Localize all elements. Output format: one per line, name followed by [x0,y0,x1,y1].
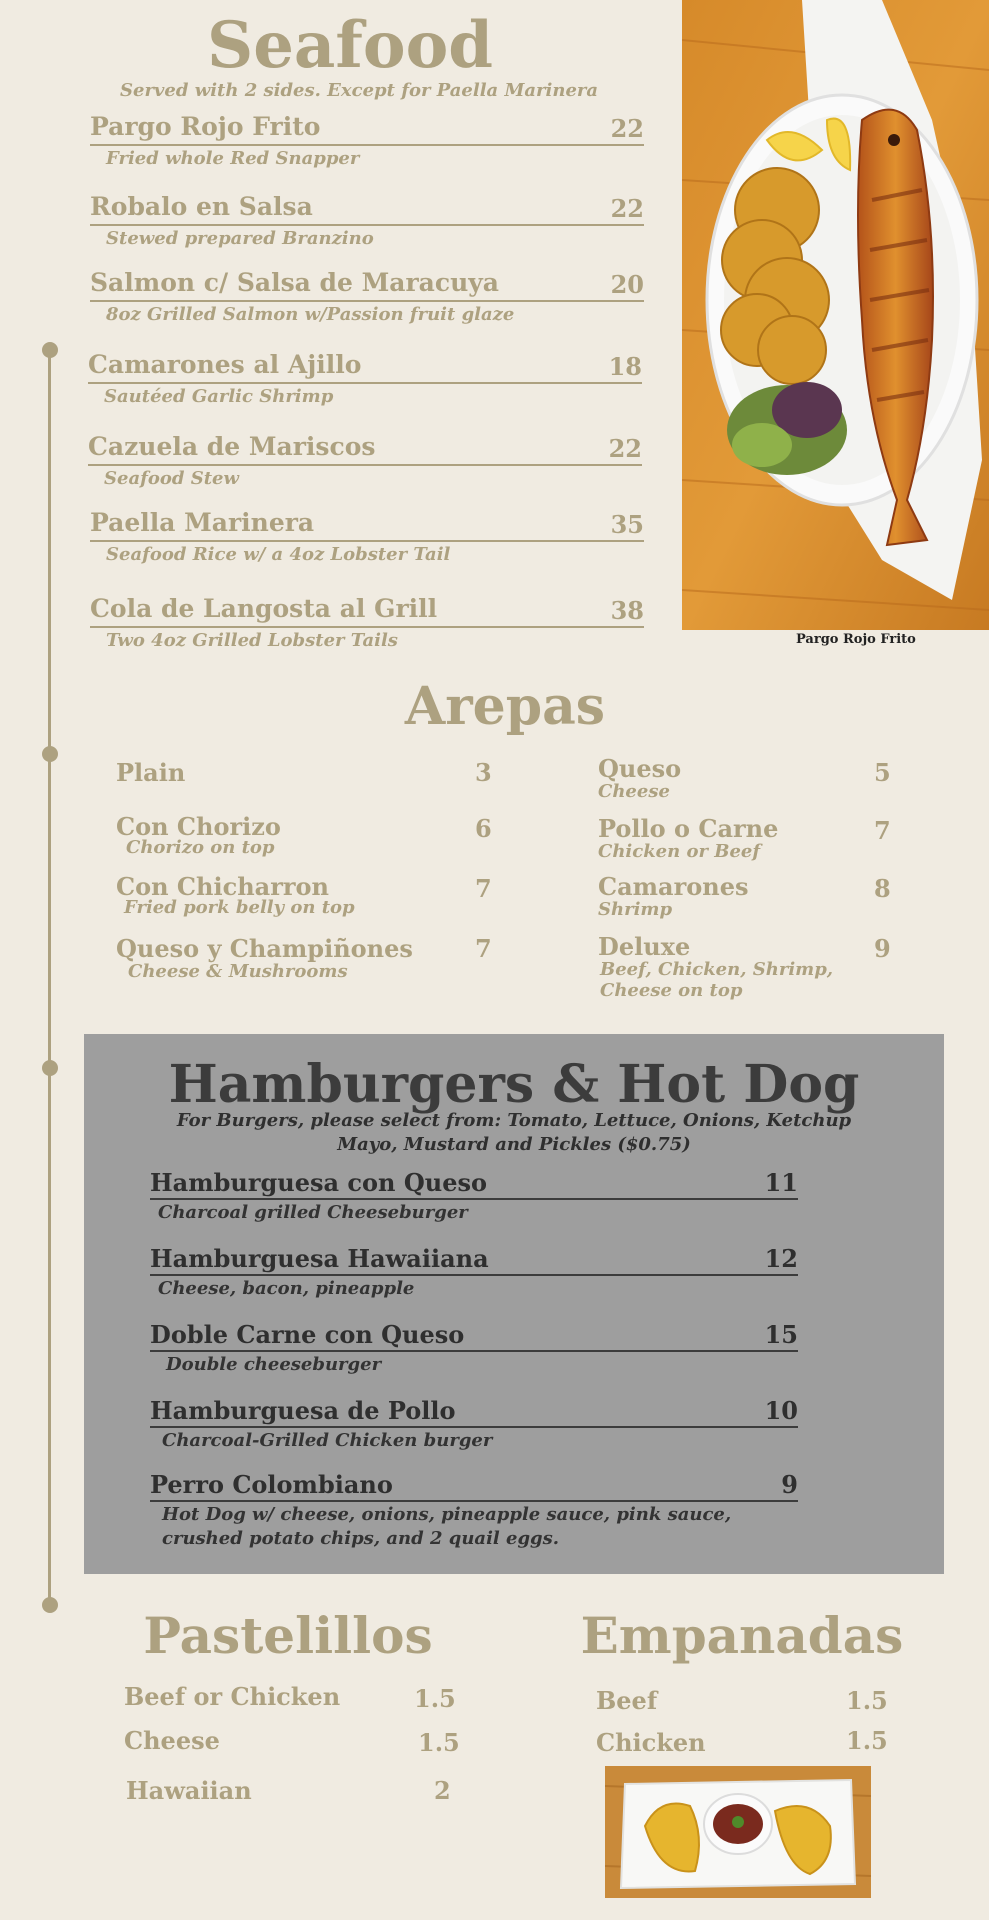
item-price: 8 [874,874,891,903]
item-desc: Charcoal-Grilled Chicken burger [162,1430,493,1451]
item-name: Hamburguesa Hawaiiana [150,1244,489,1273]
item-rule [90,144,644,146]
arepa-item [116,934,413,982]
item-desc: Fried whole Red Snapper [106,148,360,169]
item-desc: Cheese [598,781,670,802]
item-name: Con Chorizo [116,812,281,841]
item-desc-line2: Cheese on top [600,980,743,1001]
arepas-title: Arepas [404,676,606,737]
item-rule [90,540,644,542]
photo-caption: Pargo Rojo Frito [796,632,916,647]
pastelillo-item-price: 1.5 [414,1684,456,1713]
arepa-item [598,872,748,920]
item-name: Camarones al Ajillo [88,350,362,379]
timeline-dot [42,342,58,358]
item-price: 12 [764,1244,798,1273]
item-rule [150,1500,798,1502]
timeline-line [48,350,51,1605]
timeline-dot [42,1060,58,1076]
pastelillos-title: Pastelillos [143,1606,433,1665]
pastelillo-item-price: 1.5 [418,1728,460,1757]
burgers-note-line1: For Burgers, please select from: Tomato, Lettuce, Onions, Ketchup [176,1110,852,1131]
item-price: 11 [764,1168,798,1197]
empanadas-illustration [605,1766,871,1898]
item-desc: Charcoal grilled Cheeseburger [158,1202,468,1223]
red-snapper-photo [682,0,989,630]
item-price: 15 [764,1320,798,1349]
item-name: Pollo o Carne [598,814,779,843]
item-name: Camarones [598,872,749,901]
pastelillo-item-price: 2 [434,1776,451,1805]
item-desc: Sautéed Garlic Shrimp [104,386,334,407]
item-desc: Cheese & Mushrooms [128,961,348,982]
seafood-title: Seafood [206,8,494,83]
arepa-item [598,814,778,862]
item-desc: Fried pork belly on top [124,897,355,918]
item-name: Con Chicharron [116,872,329,901]
arepa-item [116,758,185,787]
item-desc: Chicken or Beef [598,841,761,862]
item-desc: Shrimp [598,899,673,920]
empanada-item-name: Beef [596,1686,658,1715]
item-price: 9 [874,934,891,963]
item-desc: Stewed prepared Branzino [106,228,374,249]
empanada-item-price: 1.5 [846,1726,888,1755]
item-price: 22 [610,114,644,143]
red-snapper-illustration [682,0,989,630]
seafood-subtitle: Served with 2 sides. Except for Paella Marinera [120,80,599,101]
item-rule [150,1198,798,1200]
pastelillo-item-name: Beef or Chicken [124,1682,341,1711]
item-price: 20 [610,270,644,299]
timeline-dot [42,1597,58,1613]
empanadas-title: Empanadas [580,1606,904,1665]
item-desc: Two 4oz Grilled Lobster Tails [106,630,398,651]
item-price: 9 [781,1470,798,1499]
timeline-dot [42,746,58,762]
item-desc: Beef, Chicken, Shrimp, [600,959,834,980]
item-price: 22 [608,434,642,463]
pastelillo-item-name: Cheese [124,1726,220,1755]
item-name: Deluxe [598,932,691,961]
item-price: 35 [610,510,644,539]
item-name: Hamburguesa de Pollo [150,1396,456,1425]
item-price: 38 [610,596,644,625]
empanada-item-price: 1.5 [846,1686,888,1715]
item-name: Doble Carne con Queso [150,1320,465,1349]
item-desc: Chorizo on top [126,837,275,858]
item-price: 7 [874,816,891,845]
item-desc: Cheese, bacon, pineapple [158,1278,415,1299]
item-rule [150,1426,798,1428]
arepa-item [598,932,833,1001]
item-name: Robalo en Salsa [90,192,313,221]
burgers-panel [84,1034,944,1574]
item-name: Hamburguesa con Queso [150,1168,487,1197]
item-price: 7 [475,934,492,963]
item-rule [150,1350,798,1352]
item-name: Cazuela de Mariscos [88,432,376,461]
item-rule [88,382,642,384]
item-name: Plain [116,758,186,787]
burgers-title: Hamburgers & Hot Dog [168,1054,860,1115]
item-price: 3 [475,758,492,787]
burgers-note-line2: Mayo, Mustard and Pickles ($0.75) [337,1134,691,1155]
item-name: Queso [598,754,682,783]
item-desc-line2: crushed potato chips, and 2 quail eggs. [162,1528,560,1549]
item-price: 18 [608,352,642,381]
item-name: Perro Colombiano [150,1470,393,1499]
arepa-item [598,754,681,802]
item-name: Queso y Champiñones [116,934,413,963]
empanadas-photo [605,1766,871,1898]
item-name: Pargo Rojo Frito [90,112,321,141]
item-rule [90,300,644,302]
item-rule [88,464,642,466]
item-desc: Seafood Stew [104,468,239,489]
item-name: Paella Marinera [90,508,315,537]
pastelillo-item-name: Hawaiian [126,1776,252,1805]
item-price: 10 [764,1396,798,1425]
item-desc: 8oz Grilled Salmon w/Passion fruit glaze [106,304,515,325]
item-desc: Double cheeseburger [166,1354,382,1375]
item-rule [150,1274,798,1276]
item-rule [90,626,644,628]
item-price: 6 [475,814,492,843]
item-desc: Hot Dog w/ cheese, onions, pineapple sauce, pink sauce, [162,1504,732,1525]
item-rule [90,224,644,226]
item-price: 5 [874,758,891,787]
item-price: 7 [475,874,492,903]
item-price: 22 [610,194,644,223]
item-desc: Seafood Rice w/ a 4oz Lobster Tail [106,544,451,565]
arepa-item [116,812,281,858]
item-name: Cola de Langosta al Grill [90,594,438,623]
arepa-item [116,872,355,918]
empanada-item-name: Chicken [596,1728,706,1757]
item-name: Salmon c/ Salsa de Maracuya [90,268,499,297]
